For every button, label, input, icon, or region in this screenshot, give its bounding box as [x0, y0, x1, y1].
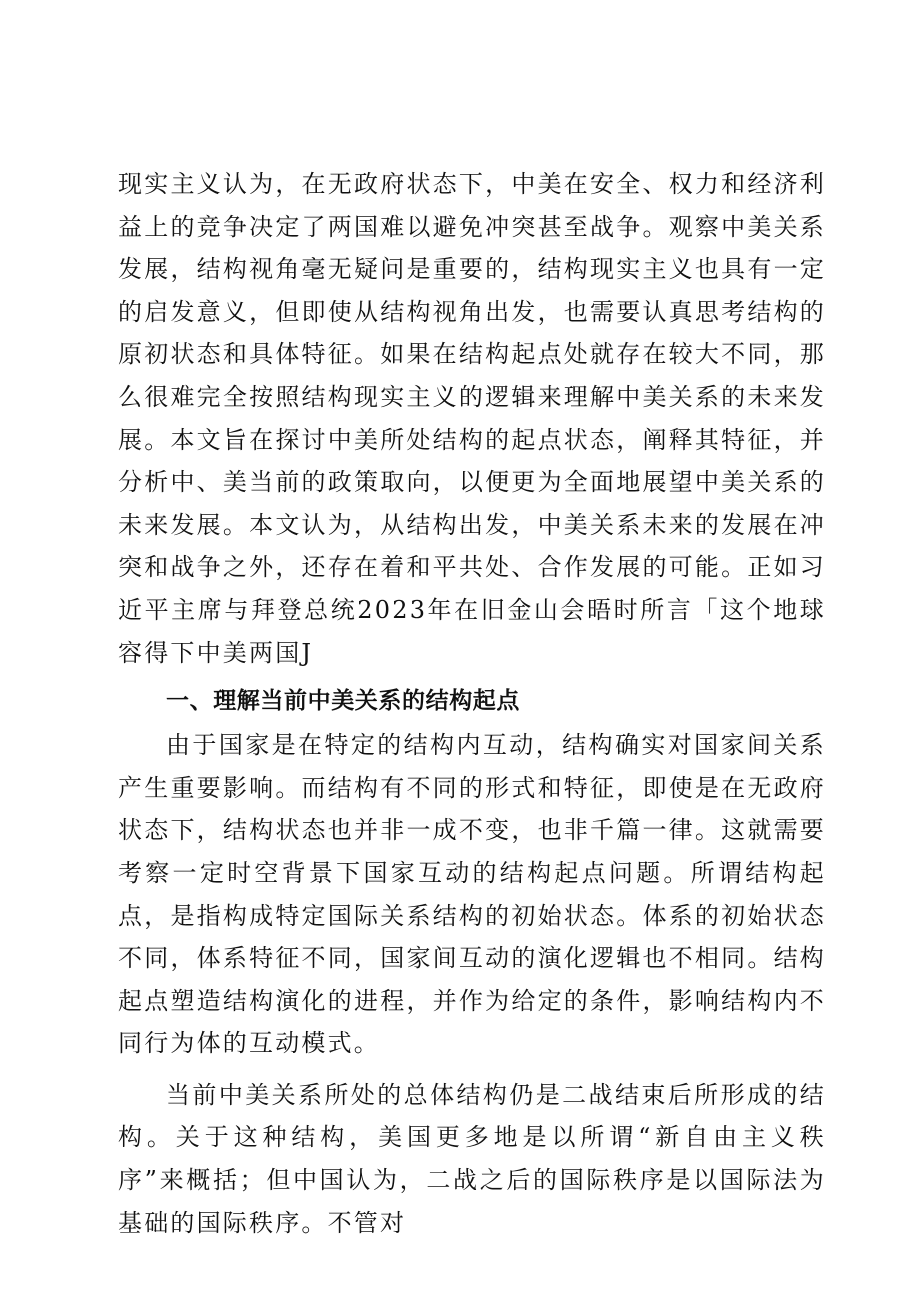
section-paragraph-2: 当前中美关系所处的总体结构仍是二战结束后所形成的结构。关于这种结构，美国更多地是以所谓“新自由主义秩序”来概括；但中国认为，二战之后的国际秩序是以国际法为基础的国际秩序。不管对: [118, 1080, 826, 1237]
intro-paragraph: 现实主义认为，在无政府状态下，中美在安全、权力和经济利益上的竞争决定了两国难以避免冲突甚至战争。观察中美关系发展，结构视角毫无疑问是重要的，结构现实主义也具有一定的启发意义，但即使从结构视角出发，也需要认真思考结构的原初状态和具体特征。如果在结构起点处就存在较大不同，那么很难完全按照结构现实主义的逻辑来理解中美关系的未来发展。本文旨在探讨中美所处结构的起点状态，阐释其特征，并分析中、美当前的政策取向，以便更为全面地展望中美关系的未来发展。本文认为，从结构出发，中美关系未来的发展在冲突和战争之外，还存在着和平共处、合作发展的可能。正如习近平主席与拜登总统2023年在旧金山会晤时所言「这个地球容得下中美两国J: [118, 170, 826, 667]
document-page: [118, 163, 826, 1244]
section-heading: 一、理解当前中美关系的结构起点: [166, 688, 520, 715]
section-paragraph-1: 由于国家是在特定的结构内互动，结构确实对国家间关系产生重要影响。而结构有不同的形式和特征，即使是在无政府状态下，结构状态也并非一成不变，也非千篇一律。这就需要考察一定时空背景下国家互动的结构起点问题。所谓结构起点，是指构成特定国际关系结构的初始状态。体系的初始状态不同，体系特征不同，国家间互动的演化逻辑也不相同。结构起点塑造结构演化的进程，并作为给定的条件，影响结构内不同行为体的互动模式。: [118, 731, 826, 1058]
